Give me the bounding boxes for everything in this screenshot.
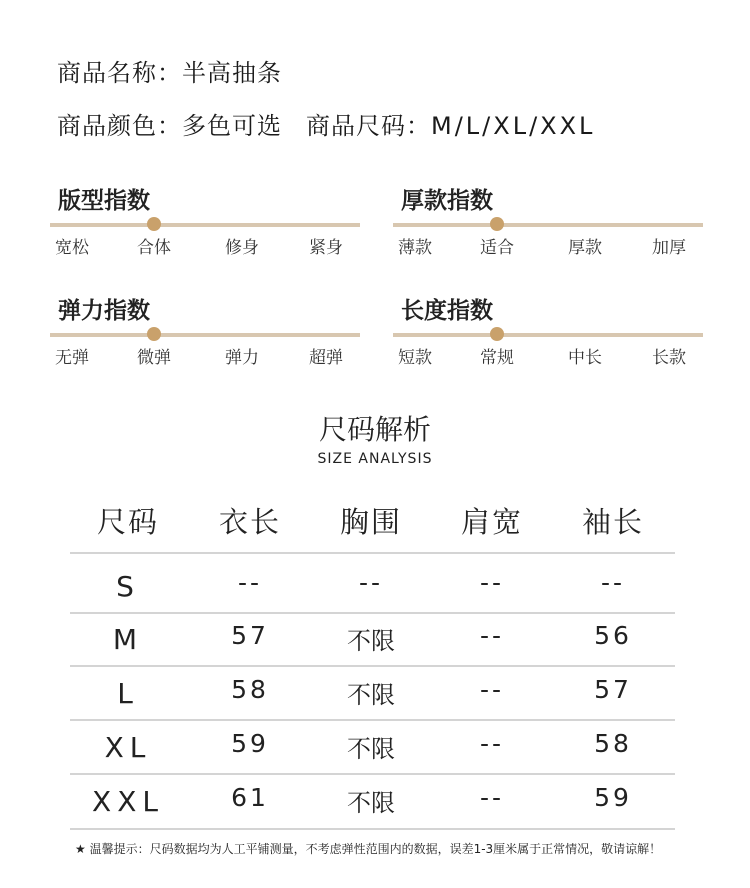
- size-analysis-title: 尺码解析: [318, 413, 431, 446]
- table-header-cell: 肩宽: [460, 505, 524, 539]
- index-track: [50, 223, 360, 227]
- measurement-cell: 57: [231, 621, 269, 650]
- product-color-value: 多色可选: [182, 112, 282, 140]
- size-cell: S: [116, 570, 140, 603]
- index-option-label: 超弹: [309, 348, 343, 368]
- product-color-label: 商品颜色：: [57, 112, 182, 140]
- index-track: [393, 333, 703, 337]
- index-title: 厚款指数: [401, 188, 493, 214]
- index-option-label: 无弹: [55, 348, 89, 368]
- table-header-cell: 胸围: [339, 505, 403, 539]
- measurement-cell: 61: [231, 783, 269, 812]
- table-divider: [70, 828, 675, 830]
- table-header-cell: 尺码: [96, 505, 160, 539]
- measurement-cell: --: [479, 621, 505, 650]
- index-block: [50, 292, 360, 402]
- measurement-cell: 57: [594, 675, 632, 704]
- product-name-value: 半高抽条: [182, 59, 282, 87]
- index-block: [393, 292, 703, 402]
- measurement-cell: 56: [594, 621, 632, 650]
- index-knob: [490, 327, 504, 341]
- index-option-label: 修身: [225, 238, 259, 258]
- table-divider: [70, 665, 675, 667]
- table-divider: [70, 719, 675, 721]
- index-option-label: 适合: [480, 238, 514, 258]
- measurement-cell: --: [479, 783, 505, 812]
- index-option-label: 加厚: [652, 238, 686, 258]
- index-track: [393, 223, 703, 227]
- table-divider: [70, 773, 675, 775]
- index-option-label: 中长: [568, 348, 602, 368]
- measurement-cell: 59: [594, 783, 632, 812]
- product-name-label: 商品名称：: [57, 59, 182, 87]
- index-title: 版型指数: [58, 188, 150, 214]
- size-cell: XL: [104, 731, 152, 764]
- index-knob: [147, 327, 161, 341]
- product-size-label: 商品尺码：: [306, 112, 431, 140]
- product-size-value: M/L/XL/XXL: [431, 112, 596, 140]
- product-attrs-line: [57, 106, 595, 141]
- measurement-cell: --: [479, 568, 505, 597]
- measurement-cell: --: [479, 729, 505, 758]
- index-knob: [147, 217, 161, 231]
- table-divider: [70, 552, 675, 554]
- index-title: 长度指数: [401, 298, 493, 324]
- index-option-label: 微弹: [137, 348, 171, 368]
- measurement-note: ★ 温馨提示：尺码数据均为人工平铺测量，不考虑弹性范围内的数据，误差1-3厘米属于正常情况，敬请谅解！: [75, 842, 662, 856]
- index-option-label: 短款: [398, 348, 432, 368]
- index-option-label: 常规: [480, 348, 514, 368]
- measurement-cell: 不限: [347, 627, 395, 655]
- measurement-cell: 59: [231, 729, 269, 758]
- index-knob: [490, 217, 504, 231]
- product-name-line: [57, 53, 282, 88]
- table-header-cell: 衣长: [218, 505, 282, 539]
- index-track: [50, 333, 360, 337]
- measurement-cell: --: [358, 568, 384, 597]
- table-header-cell: 袖长: [581, 505, 645, 539]
- index-block: [393, 182, 703, 292]
- index-option-label: 薄款: [398, 238, 432, 258]
- index-block: [50, 182, 360, 292]
- measurement-cell: 不限: [347, 789, 395, 817]
- size-cell: M: [112, 623, 144, 656]
- measurement-cell: --: [237, 568, 263, 597]
- measurement-cell: --: [479, 675, 505, 704]
- measurement-cell: 58: [231, 675, 269, 704]
- size-cell: L: [117, 677, 139, 710]
- index-option-label: 长款: [652, 348, 686, 368]
- table-divider: [70, 612, 675, 614]
- index-option-label: 紧身: [309, 238, 343, 258]
- index-option-label: 弹力: [225, 348, 259, 368]
- index-title: 弹力指数: [58, 298, 150, 324]
- measurement-cell: 58: [594, 729, 632, 758]
- size-cell: XXL: [92, 785, 164, 818]
- measurement-cell: --: [600, 568, 626, 597]
- size-analysis-subtitle: SIZE ANALYSIS: [317, 451, 433, 467]
- measurement-cell: 不限: [347, 681, 395, 709]
- measurement-cell: 不限: [347, 735, 395, 763]
- index-option-label: 厚款: [568, 238, 602, 258]
- index-option-label: 宽松: [55, 238, 89, 258]
- index-option-label: 合体: [137, 238, 171, 258]
